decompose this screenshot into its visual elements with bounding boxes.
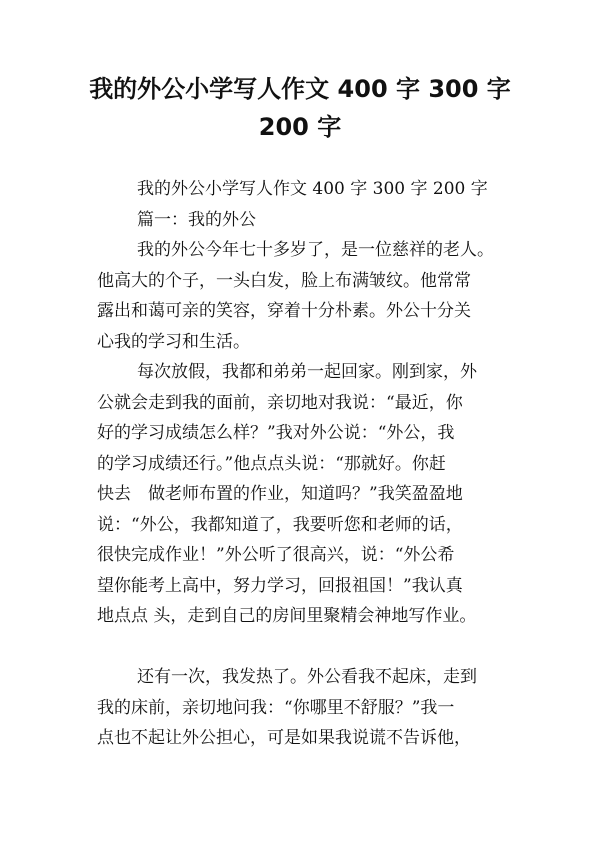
paragraph-3 bbox=[97, 662, 509, 754]
text-line: 好的学习成绩怎么样？”我对外公说：“外公，我 bbox=[97, 423, 455, 443]
text-line: 心我的学习和生活。 bbox=[97, 331, 250, 352]
document-title bbox=[60, 70, 540, 146]
text-line: 我的床前，亲切地问我：“你哪里不舒服？”我一 bbox=[97, 697, 455, 718]
paragraph-1 bbox=[97, 235, 509, 357]
document-body bbox=[97, 174, 509, 754]
text-line: 还有一次，我发热了。外公看我不起床，走到 bbox=[137, 667, 477, 687]
paragraph-gap bbox=[97, 632, 509, 663]
title-line-1: 我的外公小学写人作文 400 字 300 字 bbox=[89, 75, 511, 103]
text-line: 每次放假，我都和弟弟一起回家。刚到家，外 bbox=[137, 362, 477, 382]
text-line: 公就会走到我的面前，亲切地对我说：“最近，你 bbox=[97, 392, 463, 413]
text-line: 露出和蔼可亲的笑容，穿着十分朴素。外公十分关 bbox=[97, 301, 471, 321]
text-line: 他高大的个子，一头白发，脸上布满皱纹。他常常 bbox=[97, 270, 471, 291]
text-line: 望你能考上高中，努力学习，回报祖国！”我认真 bbox=[97, 575, 463, 596]
text-line: 很快完成作业！”外公听了很高兴，说：“外公希 bbox=[97, 545, 455, 565]
paragraph-2 bbox=[97, 357, 509, 632]
text-line: 的学习成绩还行。”他点点头说：“那就好。你赶 bbox=[97, 453, 446, 474]
subtitle-line: 我的外公小学写人作文 400 字 300 字 200 字 bbox=[137, 179, 488, 199]
text-line: 快去 做老师布置的作业，知道吗？”我笑盈盈地 bbox=[97, 484, 463, 504]
text-line: 说：“外公，我都知道了，我要听您和老师的话， bbox=[97, 514, 463, 535]
text-line: 点也不起让外公担心，可是如果我说谎不告诉他， bbox=[97, 728, 471, 748]
text-line: 我的外公今年七十多岁了，是一位慈祥的老人。 bbox=[137, 240, 494, 260]
title-line-2: 200 字 bbox=[258, 113, 342, 141]
section-heading: 篇一：我的外公 bbox=[137, 209, 256, 230]
text-line: 地点点 头，走到自己的房间里聚精会神地写作业。 bbox=[97, 606, 477, 626]
